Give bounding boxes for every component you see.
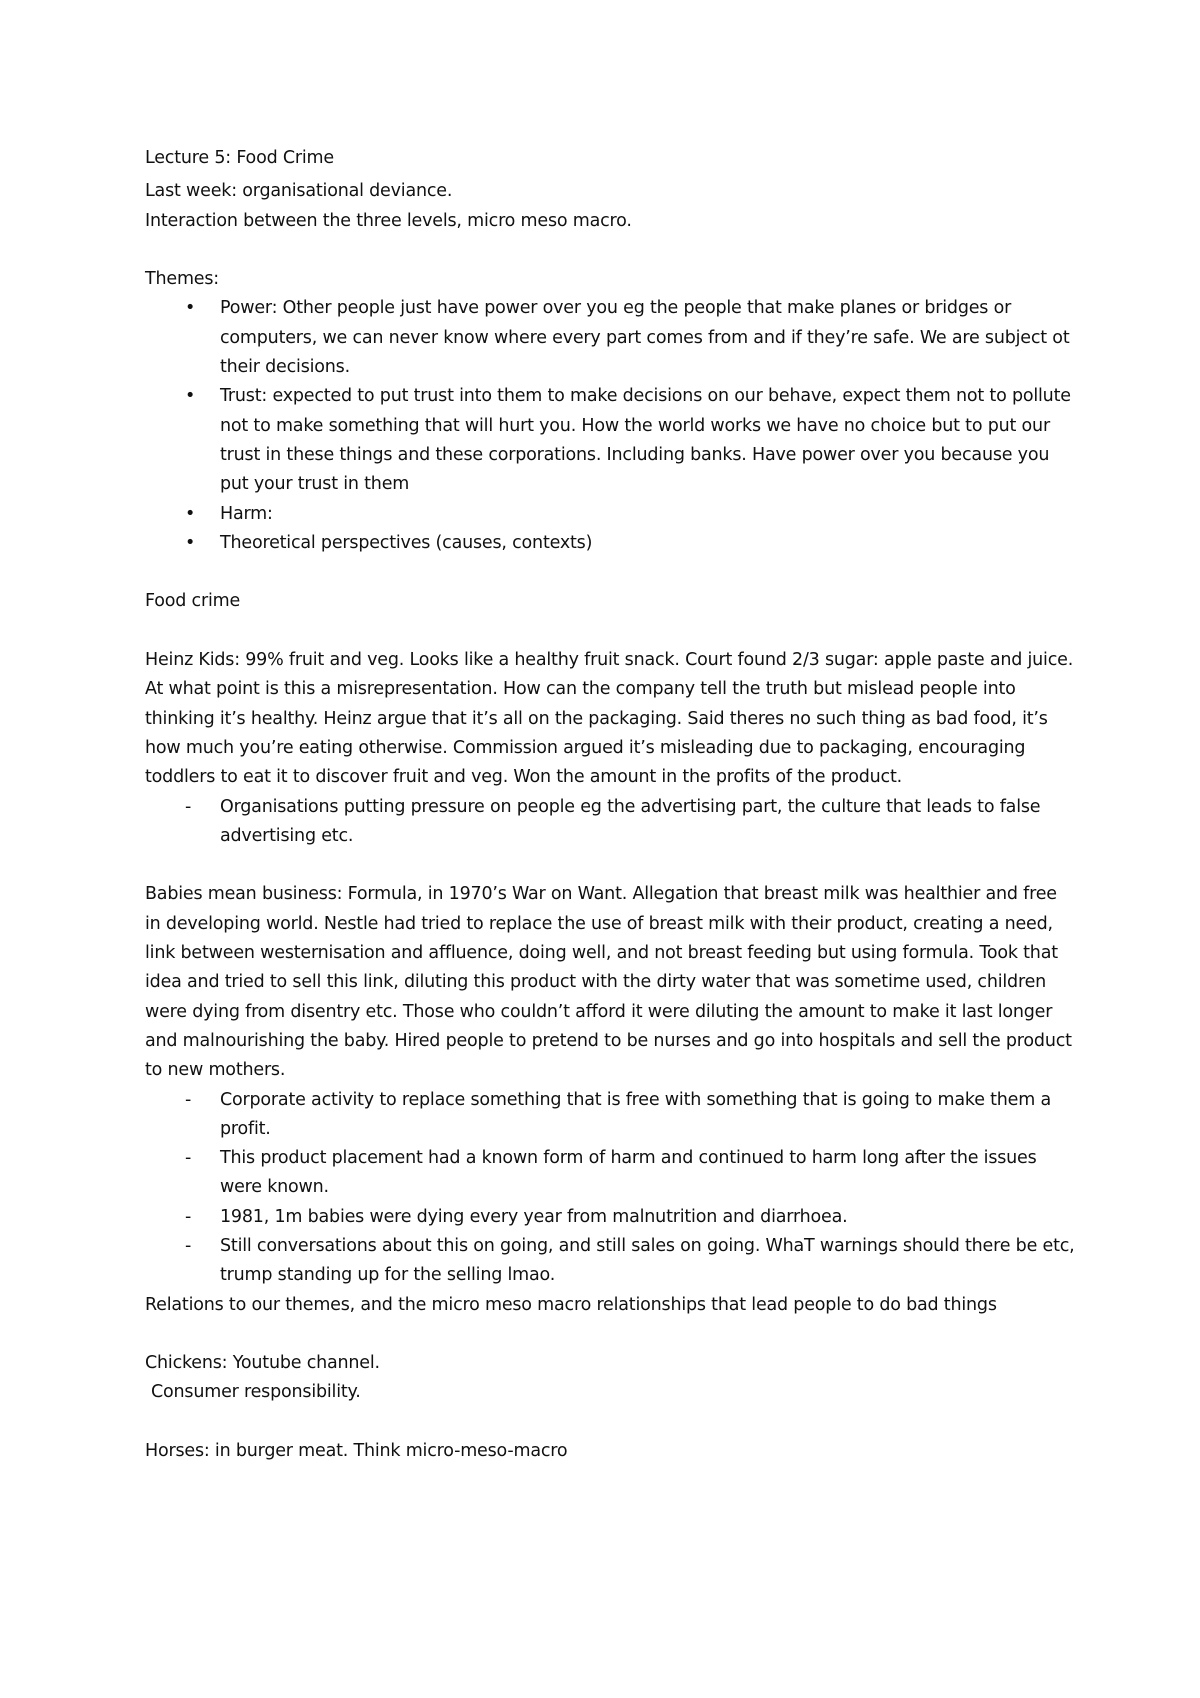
babies-closing: Relations to our themes, and the micro meso macro relationships that lead people to do bad things [145,1294,997,1315]
themes-list [145,294,1075,558]
dash-icon: - [185,1235,192,1256]
document-title: Lecture 5: Food Crime [145,148,334,168]
list-item-text: Harm: [220,503,273,524]
babies-points [145,1086,1075,1291]
dash-icon: - [185,1089,192,1110]
list-item [145,1086,1075,1145]
intro-line: Last week: organisational deviance. [145,181,453,202]
list-item [145,500,1075,529]
chickens-line: Chickens: Youtube channel. [145,1353,380,1374]
list-item-text: Still conversations about this on going, and still sales on going. WhaT warnings should there be etc, trump standing up for the selling lmao. [220,1235,1075,1286]
list-item-text: Power: Other people just have power over you eg the people that make planes or bridges or computers, we can never know where every part comes from and if they’re safe. We are subject ot their decisions. [220,298,1070,378]
dash-icon: - [185,1148,192,1169]
spacer [145,851,1075,880]
bullet-icon: • [185,298,196,319]
themes-heading: Themes: [145,269,219,290]
spacer [145,236,1075,265]
list-item-text: This product placement had a known form of harm and continued to harm long after the issues were known. [220,1148,1037,1198]
list-item-text: Organisations putting pressure on people eg the advertising part, the culture that leads to false advertising etc. [220,796,1041,846]
dash-icon: - [185,1206,192,1227]
bullet-icon: • [185,532,196,553]
section-heading: Food crime [145,591,241,612]
spacer [145,617,1075,646]
heinz-paragraph: Heinz Kids: 99% fruit and veg. Looks like a healthy fruit snack. Court found 2/3 sugar: apple paste and juice. At what point is this a misrepresentation. How can the company tell the truth but mislead people into thinking it’s healthy. Heinz argue that it’s all on the packaging. Said theres no such thing as bad food, it’s how much you’re eating otherwise. Commission argued it’s misleading due to packaging, encouraging toddlers to eat it to discover fruit and veg. Won the amount in the profits of the product. [145,650,1074,788]
intro-line: Interaction between the three levels, micro meso macro. [145,210,632,231]
list-item [145,294,1075,382]
babies-paragraph: Babies mean business: Formula, in 1970’s War on Want. Allegation that breast milk was healthier and free in developing world. Nestle had tried to replace the use of breast milk with their product, creating a need, link between westernisation and affluence, doing well, and not breast feeding but using formula. Took that idea and tried to sell this link, diluting this product with the dirty water that was sometime used, children were dying from disentry etc. Those who couldn’t afford it were diluting the amount to make it last longer and malnourishing the baby. Hired people to pretend to be nurses and go into hospitals and sell the product to new mothers. [145,884,1072,1081]
bullet-icon: • [185,503,196,524]
list-item-text: Corporate activity to replace something that is free with something that is going to make them a profit. [220,1089,1051,1139]
spacer [145,558,1075,587]
chickens-note: Consumer responsibility. [151,1382,361,1403]
document-body [145,144,1075,1466]
list-item [145,529,1075,558]
heinz-points [145,793,1075,852]
list-item [145,1203,1075,1232]
list-item [145,382,1075,499]
list-item [145,1232,1075,1291]
list-item-text: 1981, 1m babies were dying every year from malnutrition and diarrhoea. [220,1206,848,1227]
horses-line: Horses: in burger meat. Think micro-meso-macro [145,1441,568,1462]
list-item-text: Theoretical perspectives (causes, contexts) [220,532,593,553]
dash-icon: - [185,796,192,817]
list-item [145,1144,1075,1203]
list-item [145,793,1075,852]
list-item-text: Trust: expected to put trust into them to make decisions on our behave, expect them not to pollute not to make something that will hurt you. How the world works we have no choice but to put our trust in these things and these corporations. Including banks. Have power over you because you put your trust in them [220,386,1071,495]
spacer [145,1320,1075,1349]
spacer [145,1408,1075,1437]
bullet-icon: • [185,386,196,407]
